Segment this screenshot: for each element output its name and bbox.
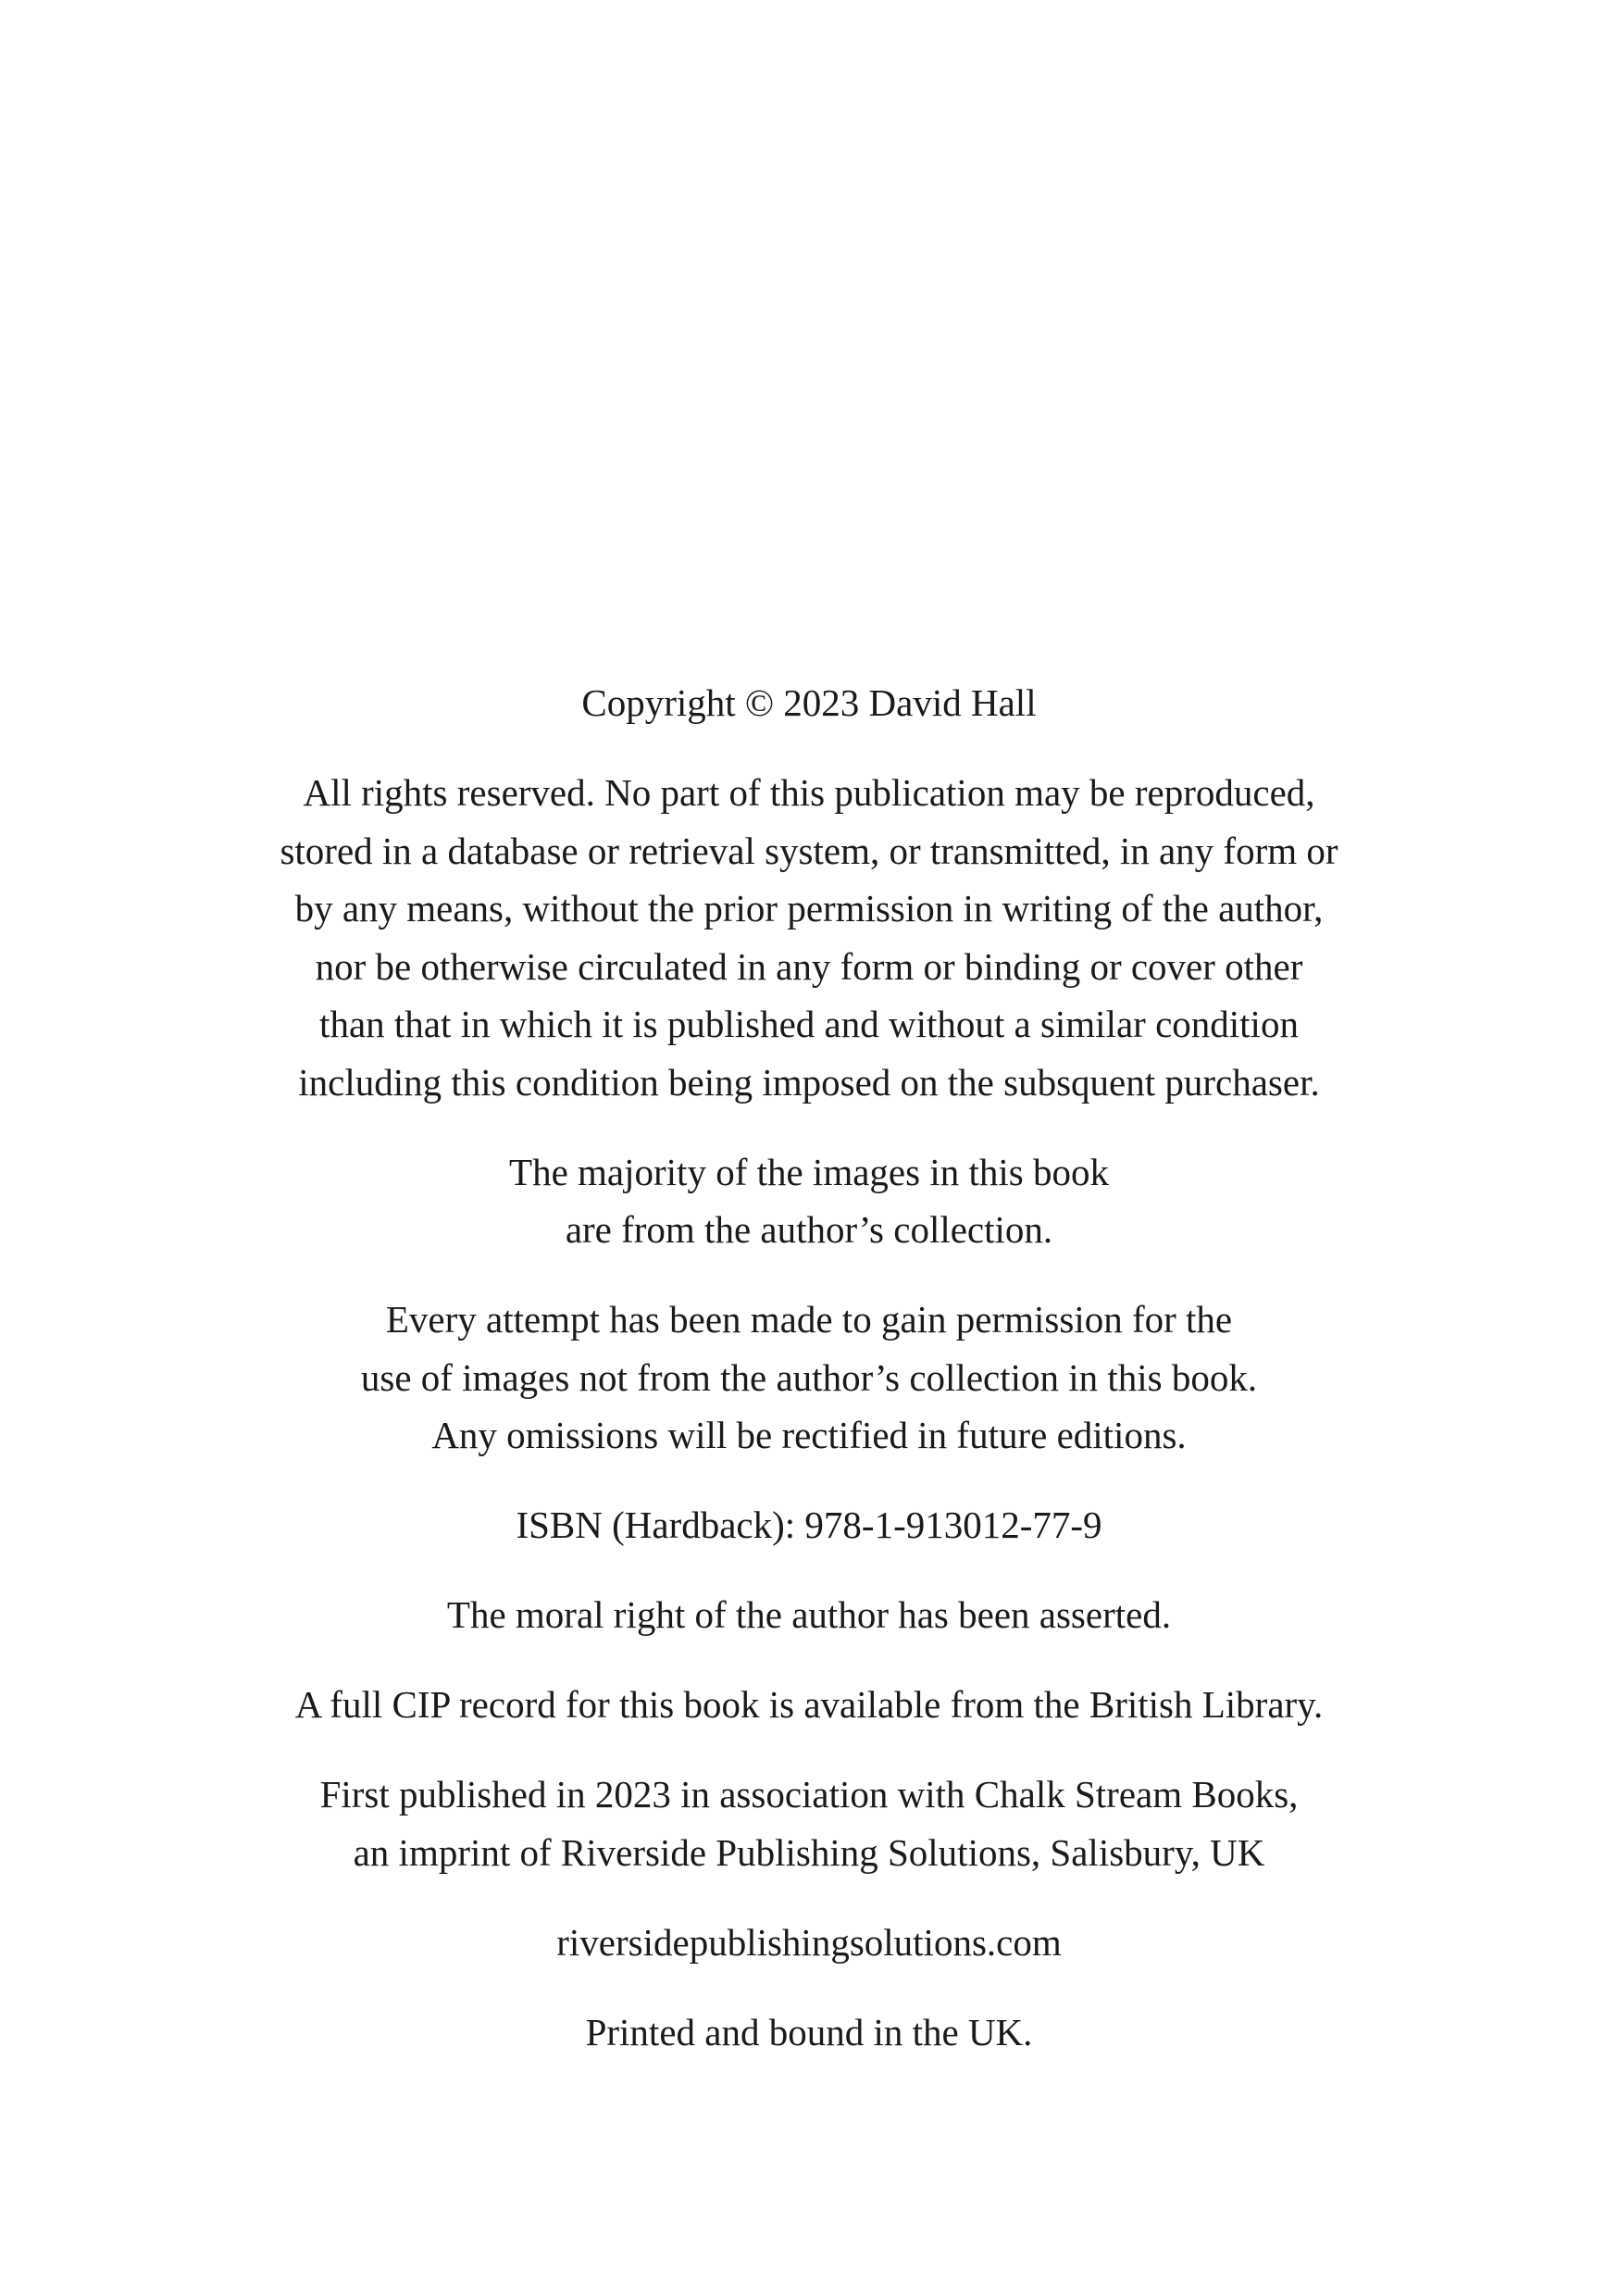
copyright-notice: [0, 674, 1618, 732]
cip-record-line: A full CIP record for this book is available from the British Library.: [294, 1683, 1324, 1726]
rights-line: All rights reserved. No part of this publication may be reproduced,: [303, 771, 1315, 814]
isbn-paragraph: [0, 1496, 1618, 1554]
publication-paragraph: [0, 1766, 1618, 1881]
isbn-line: ISBN (Hardback): 978-1-913012-77-9: [516, 1504, 1102, 1546]
images-note-line: The majority of the images in this book: [509, 1150, 1109, 1193]
rights-line: by any means, without the prior permission in writing of the author,: [294, 887, 1324, 930]
permission-note-line: Every attempt has been made to gain permission for the: [385, 1298, 1233, 1341]
cip-record-paragraph: [0, 1676, 1618, 1734]
colophon-text: [0, 674, 1618, 2061]
rights-line: stored in a database or retrieval system, or transmitted, in any form or: [280, 829, 1338, 872]
images-note-paragraph: [0, 1143, 1618, 1259]
images-note-line: are from the author’s collection.: [565, 1208, 1053, 1251]
moral-right-line: The moral right of the author has been asserted.: [446, 1593, 1172, 1636]
website-line: riversidepublishingsolutions.com: [556, 1920, 1062, 1964]
rights-line: including this condition being imposed on the subsquent purchaser.: [298, 1060, 1320, 1104]
publication-line: First published in 2023 in association with Chalk Stream Books,: [319, 1773, 1299, 1816]
permission-note-line: use of images not from the author’s collection in this book.: [360, 1355, 1258, 1399]
moral-right-paragraph: [0, 1586, 1618, 1644]
printed-paragraph: [0, 2003, 1618, 2062]
publication-line: an imprint of Riverside Publishing Solutions, Salisbury, UK: [353, 1830, 1265, 1874]
permission-note-paragraph: [0, 1291, 1618, 1465]
rights-line: nor be otherwise circulated in any form or binding or cover other: [315, 944, 1303, 988]
permission-note-line: Any omissions will be rectified in future editions.: [431, 1414, 1187, 1456]
copyright-line: Copyright © 2023 David Hall: [581, 681, 1037, 724]
rights-line: than that in which it is published and without a similar condition: [319, 1003, 1299, 1045]
printed-line: Printed and bound in the UK.: [585, 2010, 1033, 2053]
website-paragraph: [0, 1914, 1618, 1972]
rights-reserved-paragraph: [0, 764, 1618, 1111]
